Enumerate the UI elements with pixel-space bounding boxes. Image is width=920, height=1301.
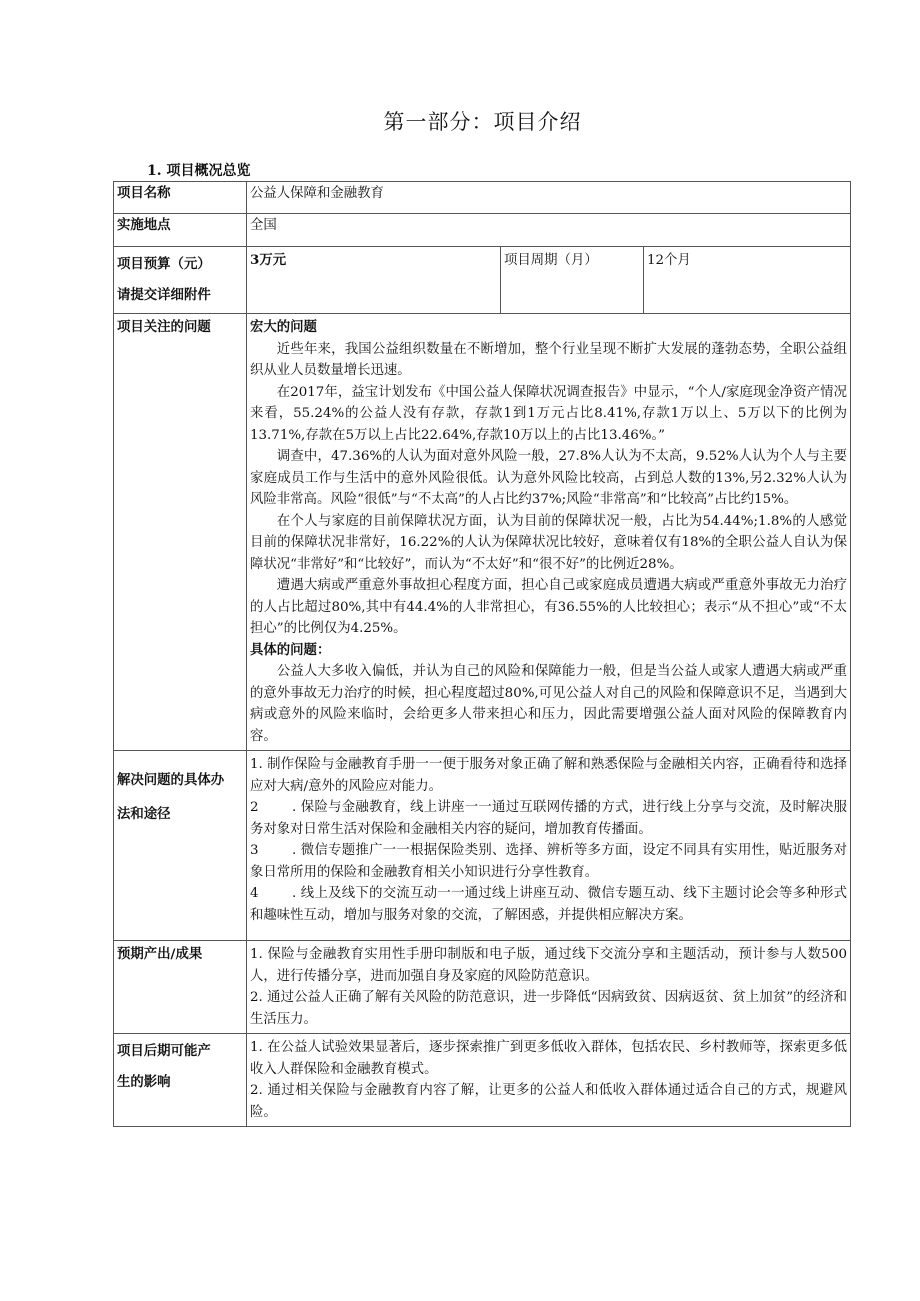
specific-issue-heading: 具体的问题： xyxy=(250,641,331,658)
solutions-label xyxy=(114,751,247,941)
macro-issue-paragraph: 遭遇大病或严重意外事故担心程度方面，担心自己或家庭成员遭遇大病或严重意外事故无力治疗的人占比超过80%,其中有44.4%的人非常担心，有36.55%的人比较担心；表示“从不担心”或“不太担心”的比例仅为4.25%。 xyxy=(250,578,847,636)
budget-value: 3万元 xyxy=(247,247,501,314)
solution-item-number: 1 xyxy=(250,757,259,772)
outputs-label: 预期产出/成果 xyxy=(114,941,247,1034)
impact-label-line-1: 项目后期可能产 xyxy=(117,1043,211,1059)
budget-label-line-2: 请提交详细附件 xyxy=(117,287,211,303)
solution-item-number: 3 xyxy=(250,843,259,858)
location-value: 全国 xyxy=(247,214,851,247)
budget-label-line-1: 项目预算（元） xyxy=(117,256,211,272)
issues-content xyxy=(247,314,851,751)
solutions-label-line-1: 解决问题的具体办 xyxy=(117,772,225,788)
row-solutions xyxy=(114,751,851,941)
outputs-content xyxy=(247,941,851,1034)
project-name-value: 公益人保障和金融教育 xyxy=(247,182,851,214)
row-location xyxy=(114,214,851,247)
solutions-label-line-2: 法和途径 xyxy=(117,806,171,822)
macro-issue-paragraph: 近些年来，我国公益组织数量在不断增加，整个行业呈现不断扩大发展的蓬勃态势，全职公益组织从业人员数量增长迅速。 xyxy=(250,341,847,378)
macro-issue-paragraph: 在个人与家庭的目前保障状况方面，认为目前的保障状况一般，占比为54.44%;1.8%的人感觉目前的保障状况非常好，16.22%的人认为保障状况比较好，意味着仅有18%的全职公益人自认为保障状况“非常好”和“比较好”，而认为“不太好”和“很不好”的比例近28%。 xyxy=(250,513,847,572)
impact-label xyxy=(114,1034,247,1127)
location-label: 实施地点 xyxy=(114,214,247,247)
solution-item-text: . 微信专题推广一一根据保险类别、选择、辨析等多方面，设定不同具有实用性，贴近服务对象日常所用的保险和金融教育相关小知识进行分享性教育。 xyxy=(250,843,847,880)
issues-label: 项目关注的问题 xyxy=(114,314,247,751)
row-outputs xyxy=(114,941,851,1034)
specific-issue-paragraph: 公益人大多收入偏低，并认为自己的风险和保障能力一般，但是当公益人或家人遭遇大病或严重的意外事故无力治疗的时候，担心程度超过80%,可见公益人对自己的风险和保障意识不足，当遇到大病或意外的风险来临时，会给更多人带来担心和压力，因此需要增强公益人面对风险的保障教育内容。 xyxy=(250,664,847,744)
row-project-name xyxy=(114,182,851,214)
solution-item-number: 4 xyxy=(250,886,259,901)
solution-item xyxy=(250,883,847,926)
period-label: 项目周期（月） xyxy=(501,247,644,314)
impact-item: 1. 在公益人试验效果显著后，逐步探索推广到更多低收入群体，包括农民、乡村教师等，探索更多低收入人群保险和金融教育模式。 xyxy=(250,1040,847,1077)
page-title: 第一部分：项目介绍 xyxy=(383,110,582,134)
macro-issue-heading: 宏大的问题 xyxy=(250,319,317,335)
macro-issue-paragraph: 调查中，47.36%的人认为面对意外风险一般，27.8%人认为不太高，9.52%人认为个人与主要家庭成员工作与生活中的意外风险很低。认为意外风险比较高，占到总人数的13%,另2.32%人认为风险非常高。风险“很低”与“不太高”的人占比约37%;风险“非常高”和“比较高”占比约15%。 xyxy=(250,449,847,507)
period-value: 12个月 xyxy=(644,247,851,314)
output-item: 1. 保险与金融教育实用性手册印制版和电子版，通过线下交流分享和主题活动，预计参与人数500人，进行传播分享，进而加强自身及家庭的风险防范意识。 xyxy=(250,947,847,984)
solutions-content xyxy=(247,751,851,941)
solution-item-number: 2 xyxy=(250,800,259,815)
project-name-label: 项目名称 xyxy=(114,182,247,214)
solution-item-text: . 保险与金融教育，线上讲座一一通过互联网传播的方式，进行线上分享与交流，及时解决服务对象对日常生活对保险和金融相关内容的疑问，增加教育传播面。 xyxy=(250,800,847,837)
row-issues xyxy=(114,314,851,751)
impact-item: 2. 通过相关保险与金融教育内容了解，让更多的公益人和低收入群体通过适合自己的方式，规避风险。 xyxy=(250,1083,847,1120)
output-item: 2. 通过公益人正确了解有关风险的防范意识，进一步降低“因病致贫、因病返贫、贫上加贫”的经济和生活压力。 xyxy=(250,990,847,1027)
solution-item-text: . 线上及线下的交流互动一一通过线上讲座互动、微信专题互动、线下主题讨论会等多种形式和趣味性互动，增加与服务对象的交流，了解困惑，并提供相应解决方案。 xyxy=(250,886,847,923)
solution-item xyxy=(250,754,847,797)
macro-issue-paragraph: 在2017年，益宝计划发布《中国公益人保障状况调查报告》中显示，“个人/家庭现金净资产情况来看，55.24%的公益人没有存款，存款1到1万元占比8.41%,存款1万以上、5万以下的比例为13.71%,存款在5万以上占比22.64%,存款10万以上的占比13.46%。” xyxy=(250,384,847,443)
impact-label-line-2: 生的影响 xyxy=(117,1074,171,1090)
project-overview-table xyxy=(113,181,851,1127)
impact-content xyxy=(247,1034,851,1127)
solution-item xyxy=(250,840,847,883)
row-impact xyxy=(114,1034,851,1127)
section-heading: 1. 项目概况总览 xyxy=(147,163,251,179)
solution-item xyxy=(250,797,847,840)
row-budget xyxy=(114,247,851,314)
budget-label xyxy=(114,247,247,314)
solution-item-text: . 制作保险与金融教育手册一一便于服务对象正确了解和熟悉保险与金融相关内容，正确看待和选择应对大病/意外的风险应对能力。 xyxy=(250,757,847,794)
